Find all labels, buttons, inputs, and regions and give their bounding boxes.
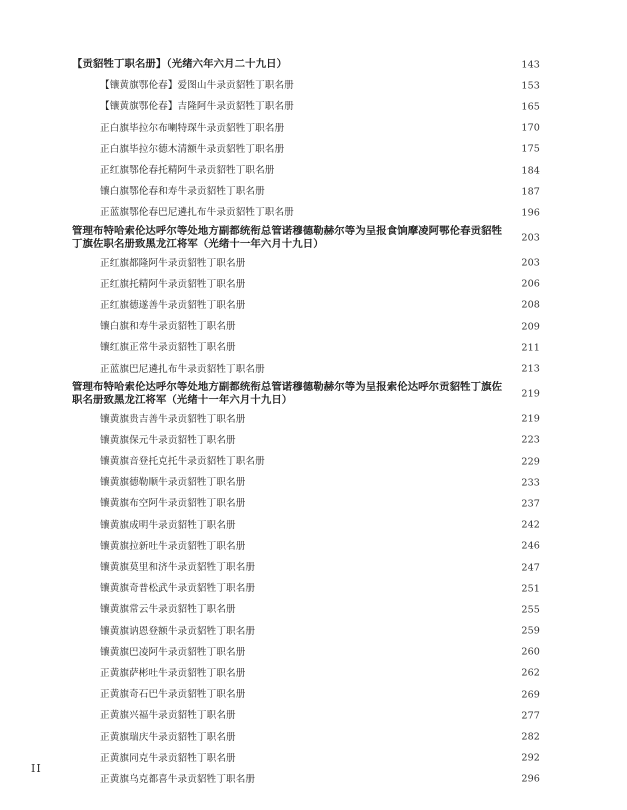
toc-entry xyxy=(72,430,542,451)
toc-entry-title: 正白旗毕拉尔布喇特琛牛录贡貂牲丁职名册 xyxy=(100,122,285,134)
toc-entry xyxy=(72,96,542,117)
toc-entry-title: 正黄旗同克牛录贡貂牲丁职名册 xyxy=(100,752,236,764)
toc-entry-page: 175 xyxy=(521,143,540,155)
toc-entry xyxy=(72,557,542,578)
toc-entry-title: 正黄旗瑞庆牛录贡貂牲丁职名册 xyxy=(100,731,236,743)
toc-entry-page: 262 xyxy=(521,667,540,679)
toc-entry-page: 143 xyxy=(521,59,540,71)
toc-entry-title: 正白旗毕拉尔德木清额牛录贡貂牲丁职名册 xyxy=(100,143,285,155)
toc-entry-page: 259 xyxy=(521,625,540,637)
toc-entry-page: 242 xyxy=(521,519,540,531)
toc-entry-title: 管理布特哈索伦达呼尔等处地方副都统衔总管诺穆德勒赫尔等为呈报食饷摩凌阿鄂伦春贡貂牲丁旗佐职名册致黑龙江将军（光绪十一年六月十九日） xyxy=(72,225,503,250)
toc-entry-title: 【镶黄旗鄂伦春】爱图山牛录贡貂牲丁职名册 xyxy=(100,80,294,92)
toc-entry-page: 209 xyxy=(521,321,540,333)
toc-entry-title: 镶黄旗成明牛录贡貂牲丁职名册 xyxy=(100,519,236,531)
toc-entry-title: 镶黄旗拉新吐牛录贡貂牲丁职名册 xyxy=(100,540,246,552)
toc-entry-title: 正红旗德遂善牛录贡貂牲丁职名册 xyxy=(100,299,246,311)
toc-entry-page: 203 xyxy=(521,257,540,269)
toc-entry-title: 镶白旗和寿牛录贡貂牲丁职名册 xyxy=(100,321,236,333)
toc-entry-page: 170 xyxy=(521,122,540,134)
toc-entry xyxy=(72,295,542,316)
toc-entry-title: 正红旗托精阿牛录贡貂牲丁职名册 xyxy=(100,278,246,290)
toc-entry xyxy=(72,139,542,160)
table-of-contents xyxy=(72,54,542,790)
toc-entry-page: 296 xyxy=(521,773,540,785)
toc-entry xyxy=(72,380,542,409)
toc-entry xyxy=(72,578,542,599)
toc-entry-title: 【镶黄旗鄂伦春】吉隆阿牛录贡貂牲丁职名册 xyxy=(100,101,294,113)
toc-entry-title: 镶红旗正常牛录贡貂牲丁职名册 xyxy=(100,342,236,354)
toc-entry-title: 管理布特哈索伦达呼尔等处地方副都统衔总管诺穆德勒赫尔等为呈报索伦达呼尔贡貂牲丁旗佐职名册致黑龙江将军（光绪十一年六月十九日） xyxy=(72,381,503,407)
toc-entry xyxy=(72,118,542,139)
toc-entry xyxy=(72,748,542,769)
toc-entry-page: 184 xyxy=(521,165,540,177)
toc-entry-title: 镶黄旗莫里和济牛录贡貂牲丁职名册 xyxy=(100,562,256,574)
toc-entry-page: 233 xyxy=(521,477,540,489)
toc-entry-page: 211 xyxy=(521,342,540,354)
toc-entry xyxy=(72,684,542,705)
toc-entry-title: 镶黄旗贵吉善牛录贡貂牲丁职名册 xyxy=(100,413,246,425)
toc-entry-page: 251 xyxy=(521,583,540,595)
toc-entry xyxy=(72,337,542,358)
toc-entry-title: 镶白旗鄂伦春和寿牛录贡貂牲丁职名册 xyxy=(100,186,265,198)
toc-entry-title: 正黄旗萨彬吐牛录贡貂牲丁职名册 xyxy=(100,667,246,679)
toc-entry xyxy=(72,54,542,75)
toc-entry xyxy=(72,493,542,514)
toc-entry-title: 正蓝旗巴尼遴扎布牛录贡貂牲丁职名册 xyxy=(100,363,265,375)
toc-entry-page: 196 xyxy=(521,207,540,219)
toc-entry-title: 镶黄旗常云牛录贡貂牲丁职名册 xyxy=(100,604,236,616)
toc-entry xyxy=(72,202,542,223)
page-number: II xyxy=(31,762,42,775)
toc-entry xyxy=(72,472,542,493)
toc-entry xyxy=(72,451,542,472)
toc-entry-page: 165 xyxy=(521,101,540,113)
toc-entry xyxy=(72,663,542,684)
toc-entry-title: 正黄旗奇石巴牛录贡貂牲丁职名册 xyxy=(100,689,246,701)
toc-entry-page: 292 xyxy=(521,752,540,764)
toc-entry-title: 正红旗鄂伦春托精阿牛录贡貂牲丁职名册 xyxy=(100,165,275,177)
toc-entry-page: 246 xyxy=(521,540,540,552)
toc-entry-page: 277 xyxy=(521,710,540,722)
toc-entry-page: 247 xyxy=(521,562,540,574)
toc-entry-page: 282 xyxy=(521,731,540,743)
toc-entry-title: 正蓝旗鄂伦春巴尼遴扎布牛录贡貂牲丁职名册 xyxy=(100,207,294,219)
toc-entry xyxy=(72,642,542,663)
toc-entry xyxy=(72,726,542,747)
toc-entry xyxy=(72,705,542,726)
toc-entry xyxy=(72,181,542,202)
toc-entry-page: 269 xyxy=(521,689,540,701)
toc-entry xyxy=(72,621,542,642)
toc-entry-page: 237 xyxy=(521,498,540,510)
toc-entry-page: 206 xyxy=(521,278,540,290)
toc-entry-page: 213 xyxy=(521,363,540,375)
toc-entry xyxy=(72,515,542,536)
toc-entry-page: 219 xyxy=(521,413,540,425)
toc-entry-title: 镶黄旗巴凌阿牛录贡貂牲丁职名册 xyxy=(100,646,246,658)
toc-entry xyxy=(72,358,542,379)
toc-entry-page: 153 xyxy=(521,80,540,92)
toc-entry xyxy=(72,224,542,253)
toc-entry xyxy=(72,316,542,337)
toc-entry xyxy=(72,536,542,557)
toc-entry xyxy=(72,75,542,96)
toc-entry-title: 镶黄旗音登托克托牛录贡貂牲丁职名册 xyxy=(100,456,265,468)
toc-entry xyxy=(72,769,542,790)
toc-entry-page: 229 xyxy=(521,456,540,468)
toc-entry-page: 187 xyxy=(521,186,540,198)
toc-entry-page: 255 xyxy=(521,604,540,616)
toc-entry-title: 镶黄旗布空阿牛录贡貂牲丁职名册 xyxy=(100,498,246,510)
toc-entry xyxy=(72,253,542,274)
toc-entry-title: 镶黄旗德勒顺牛录贡貂牲丁职名册 xyxy=(100,477,246,489)
toc-entry-title: 正黄旗乌克都喜牛录贡貂牲丁职名册 xyxy=(100,773,256,785)
toc-entry xyxy=(72,160,542,181)
toc-entry-title: 正红旗都隆阿牛录贡貂牲丁职名册 xyxy=(100,257,246,269)
toc-entry xyxy=(72,274,542,295)
toc-entry-title: 镶黄旗奇普松武牛录贡貂牲丁职名册 xyxy=(100,583,256,595)
toc-entry-page: 223 xyxy=(521,434,540,446)
toc-entry-title: 镶黄旗讷恩登额牛录贡貂牲丁职名册 xyxy=(100,625,256,637)
toc-entry-title: 正黄旗兴福牛录贡貂牲丁职名册 xyxy=(100,710,236,722)
toc-entry-page: 203 xyxy=(521,232,540,244)
toc-entry-page: 208 xyxy=(521,299,540,311)
toc-entry xyxy=(72,409,542,430)
toc-entry-page: 260 xyxy=(521,646,540,658)
toc-entry-page: 219 xyxy=(521,388,540,400)
toc-entry xyxy=(72,599,542,620)
toc-entry-title: 镶黄旗保元牛录贡貂牲丁职名册 xyxy=(100,434,236,446)
toc-entry-title: 【贡貂牲丁职名册】（光绪六年六月二十九日） xyxy=(72,58,288,71)
